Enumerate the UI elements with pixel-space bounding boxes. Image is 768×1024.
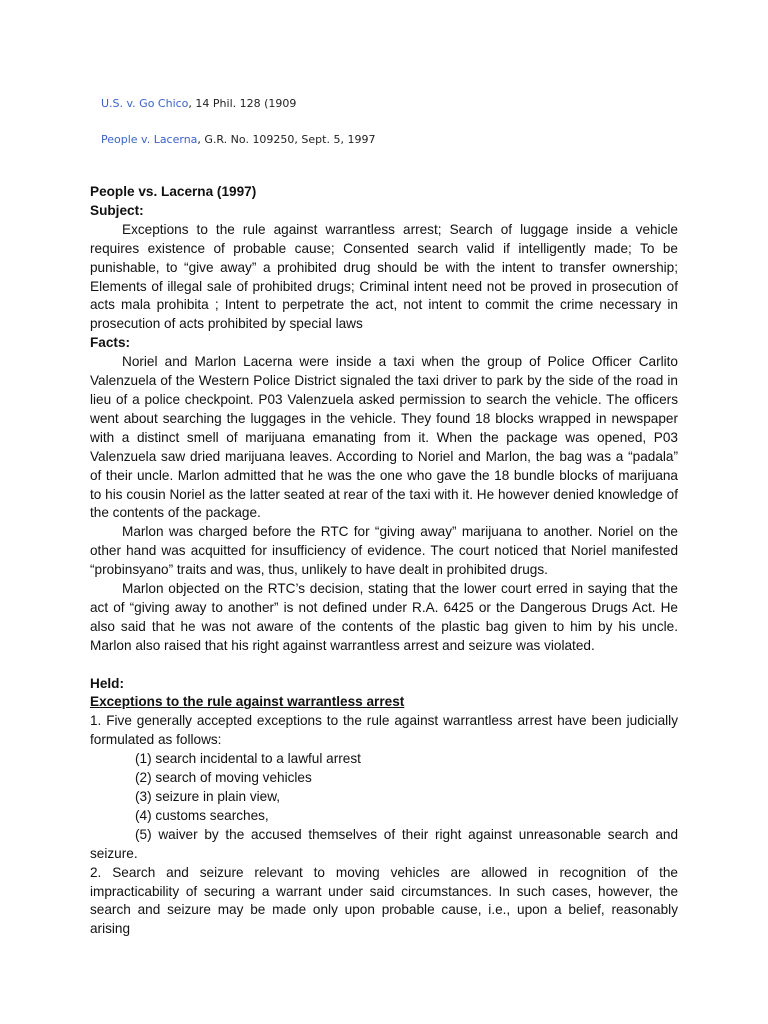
- exception-item: (2) search of moving vehicles: [135, 770, 312, 786]
- citation-go-chico: [101, 97, 296, 110]
- exception-item: (5) waiver by the accused themselves of their right against unreasonable search and seizure.: [90, 826, 678, 861]
- exception-item: (4) customs searches,: [135, 807, 269, 823]
- exception-item: (1) search incidental to a lawful arrest: [135, 751, 361, 767]
- held-paragraph-2: 2. Search and seizure relevant to moving vehicles are allowed in recognition of the impracticability of securing a warrant under said circumstances. In such cases, however, the search and seizure may be made only upon probable cause, i.e., upon a belief, reasonably arising: [90, 864, 678, 937]
- facts-paragraph: Noriel and Marlon Lacerna were inside a taxi when the group of Police Officer Carlito Valenzuela of the Western Police District signaled the taxi driver to park by the side of the road in lieu of a police checkpoint. P03 Valenzuela asked permission to search the vehicle. The officers went about searching the luggages in the vehicle. They found 18 blocks wrapped in newspaper with a distinct smell of marijuana emanating from it. When the package was opened, P03 Valenzuela saw dried marijuana leaves. According to Noriel and Marlon, the bag was a “padala” of their uncle. Marlon admitted that he was the one who gave the 18 bundle blocks of marijuana to his cousin Noriel as the latter seated at rear of the taxi with it. He however denied knowledge of the contents of the package.: [90, 354, 678, 521]
- citation-detail-go-chico: , 14 Phil. 128 (1909: [188, 97, 297, 110]
- subject-text: Exceptions to the rule against warrantless arrest; Search of luggage inside a vehicle requires existence of probable cause; Consented search valid if intelligently made; To be punishable, to “give away” a prohibited drug should be with the intent to transfer ownership; Elements of illegal sale of prohibited drugs; Criminal intent need not be proved in prosecution of acts mala prohibita ; Intent to perpetrate the act, not intent to commit the crime necessary in prosecution of acts prohibited by special laws: [90, 221, 678, 332]
- subject-heading: Subject:: [90, 202, 144, 218]
- held-paragraph-1: 1. Five generally accepted exceptions to the rule against warrantless arrest have been judicially formulated as follows:: [90, 713, 678, 748]
- citation-detail-lacerna: , G.R. No. 109250, Sept. 5, 1997: [197, 133, 376, 146]
- exception-item: (3) seizure in plain view,: [135, 788, 281, 804]
- case-digest: [90, 183, 678, 939]
- held-subheading: Exceptions to the rule against warrantless arrest: [90, 694, 405, 710]
- citation-link-go-chico[interactable]: U.S. v. Go Chico: [101, 97, 189, 110]
- section-spacer: [90, 656, 678, 675]
- facts-heading: Facts:: [90, 335, 131, 351]
- case-title: People vs. Lacerna (1997): [90, 184, 257, 199]
- citation-lacerna: [101, 133, 375, 146]
- facts-paragraph: Marlon was charged before the RTC for “giving away” marijuana to another. Noriel on the other hand was acquitted for insufficiency of evidence. The court noticed that Noriel manifested “probinsyano” traits and was, thus, unlikely to have dealt in prohibited drugs.: [90, 524, 678, 578]
- citation-link-lacerna[interactable]: People v. Lacerna: [101, 133, 198, 146]
- held-heading: Held:: [90, 675, 124, 691]
- facts-paragraph: Marlon objected on the RTC’s decision, stating that the lower court erred in saying that the act of “giving away to another” is not defined under R.A. 6425 or the Dangerous Drugs Act. He also said that he was not aware of the contents of the plastic bag given to him by his uncle. Marlon also raised that his right against warrantless arrest and seizure was violated.: [90, 581, 678, 653]
